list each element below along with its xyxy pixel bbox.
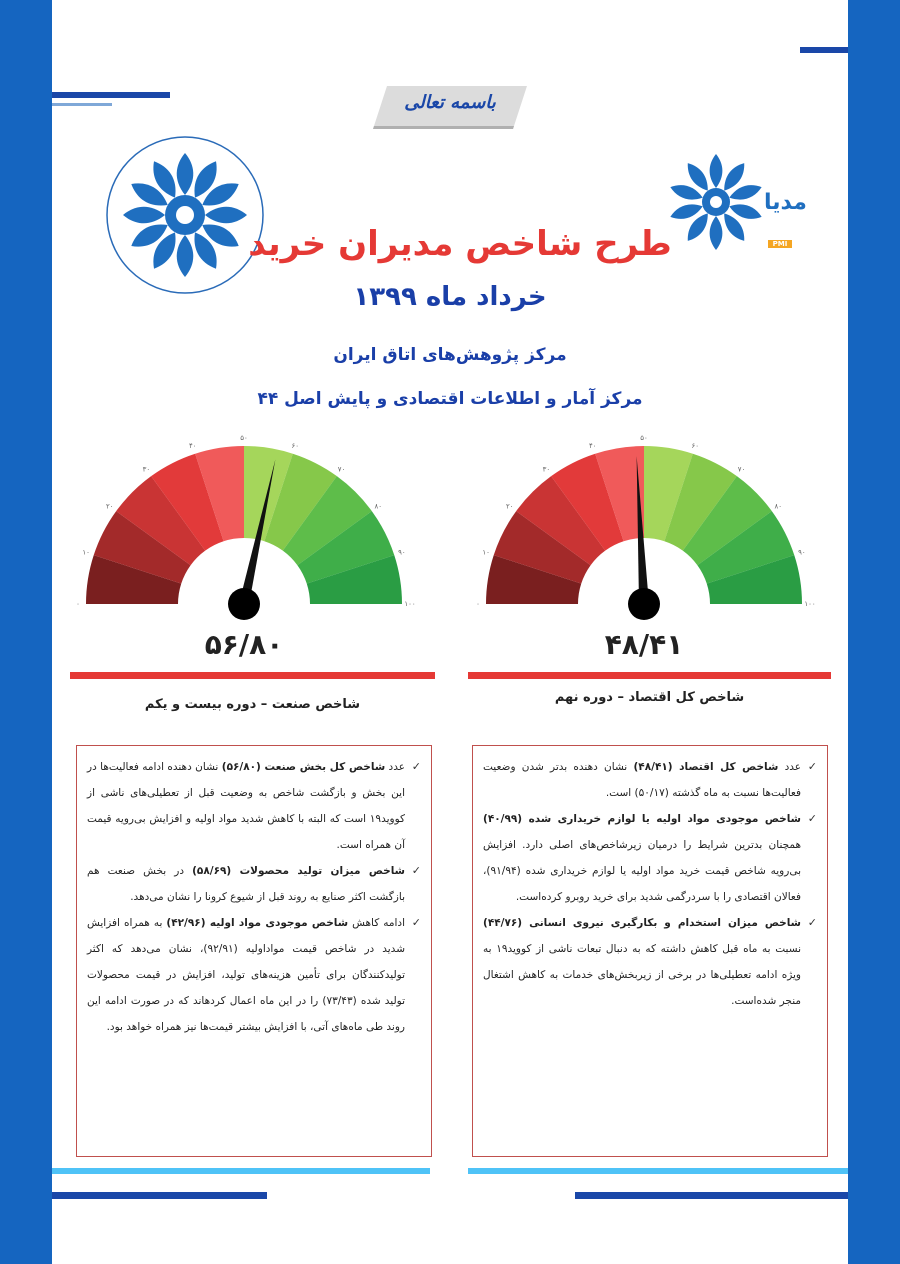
gauge-tick-label: ۷۰ [737,465,746,474]
bullet-text-bold: شاخص کل اقتصاد (۴۸/۴۱) [633,761,779,773]
top-stripe-light [52,103,112,106]
pmi-logo-text: مدیا [764,190,807,215]
page-subtitle: خرداد ماه ۱۳۹۹ [353,282,547,312]
industry-bullet-3 [87,910,421,1040]
bullet-text-post: نشان دهنده ادامه فعالیت‌ها در این بخش و بازگشت شاخص به وضعیت قبل از تعطیلی‌های ناشی از کووید۱۹ است که البته با کاهش شدید مواد اولیه و افزایش بی‌رویه قیمت آن همراه است. [87,761,405,851]
gauge-economy [474,436,814,636]
bottom-stripe-right-1 [468,1168,848,1174]
bullet-text-bold: شاخص موجودی مواد اولیه یا لوازم خریداری شده (۴۰/۹۹) [483,813,801,825]
bullet-text-pre: ادامه کاهش [348,917,406,929]
gauge-tick-label: ۳۰ [142,465,151,474]
bottom-stripe-left-1 [52,1168,430,1174]
gauge-tick-label: ۷۰ [337,465,346,474]
bullet-text-post: در بخش صنعت هم بازگشت اکثر صنایع به روند قبل از شیوع کرونا را نشان می‌دهد. [87,865,405,903]
industry-bullet-2 [87,858,421,910]
check-icon: ✓ [807,812,817,825]
bullet-text-post: نشان دهنده بدتر شدن وضعیت فعالیت‌ها نسبت به ماه گذشته (۵۰/۱۷) است. [483,761,801,799]
gauge-hub [228,588,260,620]
economy-bullet-2 [483,806,817,910]
economy-caption: شاخص کل اقتصاد – دوره نهم [554,690,745,705]
gauge-economy-svg [474,436,814,636]
chamber-logo [105,135,265,295]
bullet-text-bold: شاخص موجودی مواد اولیه (۴۲/۹۶) [166,917,349,929]
economy-bullet-1 [483,754,817,806]
top-stripe-dark [52,92,170,98]
gauge-tick-label: ۶۰ [291,442,300,451]
bullet-text-bold: شاخص میزان تولید محصولات (۵۸/۶۹) [192,865,405,877]
bullet-text-pre: عدد [385,761,405,773]
gauge-tick-label: ۴۰ [588,442,597,451]
bottom-stripe-right-2 [575,1192,848,1199]
gauge-tick-label: ۵۰ [240,434,248,442]
bottom-stripe-left-2 [52,1192,267,1199]
gauge-tick-label: ۱۰ [482,548,490,557]
industry-bullet-1 [87,754,421,858]
gauge-tick-label: ۹۰ [798,548,806,557]
gauge-economy-value: ۴۸/۴۱ [604,628,684,661]
chamber-emblem-icon [105,135,265,295]
pmi-badge: PMI [768,240,792,248]
check-icon: ✓ [807,916,817,929]
industry-summary-box [76,745,432,1157]
check-icon: ✓ [807,760,817,773]
bullet-text-post: نسبت به ماه قبل کاهش داشته که به دنبال تبعات ناشی از کووید۱۹ به ویژه ادامه تعطیلی‌ها در برخی از زیربخش‌های خدمات به کاهش اشتغال منجر شده‌است. [483,943,802,1007]
industry-divider [70,672,435,679]
gauge-industry-value: ۵۶/۸۰ [204,628,284,661]
gauge-tick-label: ۸۰ [374,502,383,511]
gauge-tick-label: ۱۰۰ [404,600,416,608]
economy-bullet-3 [483,910,817,1014]
gauge-tick-label: ۶۰ [691,442,700,451]
gauge-tick-label: ۰ [76,600,80,608]
basmala-text: باسمه تعالی [404,92,496,113]
org-line-1: مرکز پژوهش‌های اتاق ایران [333,345,567,365]
gauge-tick-label: ۲۰ [505,502,514,511]
gauge-hub [628,588,660,620]
bullet-text-post: همچنان بدترین شرایط را درمیان زیرشاخص‌های اصلی دارد. افزایش بی‌رویه شاخص قیمت خرید مواد اولیه یا لوازم خریداری شده (۹۱/۹۴)، فعالان اقتصادی را با سردرگمی شدید برای خرید روبرو کرده‌است. [483,839,801,903]
gauge-tick-label: ۴۰ [188,442,197,451]
gauge-industry [74,436,414,636]
industry-caption: شاخص صنعت – دوره بیست و یکم [144,697,361,712]
left-side-bar [0,0,52,1264]
org-line-2: مرکز آمار و اطلاعات اقتصادی و پایش اصل ۴۴ [257,389,643,409]
gauge-tick-label: ۱۰ [82,548,90,557]
gauge-tick-label: ۳۰ [542,465,551,474]
gauge-tick-label: ۱۰۰ [804,600,816,608]
right-side-bar [848,0,900,1264]
top-right-stripe [800,47,848,53]
page-title: طرح شاخص مدیران خرید [248,224,672,264]
gauge-tick-label: ۹۰ [398,548,406,557]
bullet-text-bold: شاخص کل بخش صنعت (۵۶/۸۰) [221,761,386,773]
gauge-tick-label: ۵۰ [640,434,648,442]
check-icon: ✓ [411,760,421,773]
economy-divider [468,672,831,679]
check-icon: ✓ [411,864,421,877]
check-icon: ✓ [411,916,421,929]
bullet-text-pre: عدد [778,761,802,773]
economy-summary-box [472,745,828,1157]
bullet-text-bold: شاخص میزان استخدام و بکارگیری نیروی انسانی (۴۴/۷۶) [483,917,801,929]
gauge-tick-label: ۸۰ [774,502,783,511]
gauge-industry-svg [74,436,414,636]
bullet-text-post: به همراه افزایش شدید در شاخص قیمت مواداولیه (۹۲/۹۱)، نشان می‌دهد که اکثر تولیدکنندگان برای تأمین هزینه‌های تولید، افزایش در قیمت محصولات تولید شده (۷۳/۴۳) را در این ماه اعمال کردهاند که در صورت ادامه این روند طی ماه‌های آتی، با افزایش بیشتر قیمت‌ها نیز همراه خواهد بود. [87,917,406,1033]
gauge-tick-label: ۰ [476,600,480,608]
gauge-tick-label: ۲۰ [105,502,114,511]
